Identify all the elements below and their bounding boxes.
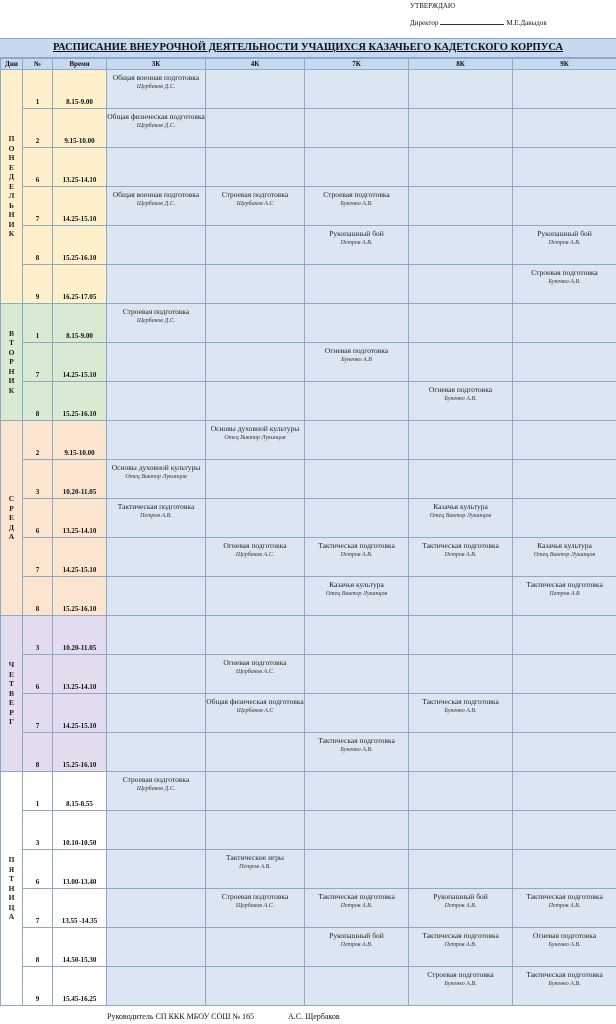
teacher-name: Буненко А.В. bbox=[340, 201, 373, 207]
schedule-cell bbox=[513, 538, 616, 577]
header-row bbox=[1, 59, 616, 70]
schedule-cell bbox=[513, 772, 616, 811]
schedule-cell bbox=[305, 850, 409, 889]
schedule-cell bbox=[305, 538, 409, 577]
schedule-cell bbox=[107, 967, 206, 1006]
teacher-name: Щербаков А.С bbox=[236, 201, 274, 207]
day-name: ЧЕТВЕРГ bbox=[8, 660, 15, 727]
schedule-cell bbox=[206, 694, 305, 733]
schedule-cell bbox=[206, 109, 305, 148]
schedule-cell bbox=[513, 850, 616, 889]
lesson-time: 10.10-10.50 bbox=[53, 811, 107, 850]
schedule-cell bbox=[409, 850, 513, 889]
teacher-name: Буненко А.В. bbox=[548, 279, 581, 285]
schedule-cell bbox=[107, 616, 206, 655]
teacher-name: Отец Виктор Лукинцов bbox=[224, 435, 286, 441]
schedule-row bbox=[1, 70, 616, 109]
schedule-row bbox=[1, 265, 616, 304]
lesson-number: 1 bbox=[23, 772, 53, 811]
schedule-cell bbox=[513, 616, 616, 655]
schedule-cell bbox=[409, 382, 513, 421]
teacher-name: Буненко А.В. bbox=[548, 981, 581, 987]
subject-name: Тактическая подготовка bbox=[422, 541, 499, 550]
page-title: РАСПИСАНИЕ ВНЕУРОЧНОЙ ДЕЯТЕЛЬНОСТИ УЧАЩИХСЯ КАЗАЧЬЕГО КАДЕТСКОГО КОРПУСА bbox=[0, 38, 616, 58]
schedule-cell bbox=[305, 109, 409, 148]
subject-name: Общая военная подготовка bbox=[112, 73, 200, 82]
schedule-cell bbox=[305, 616, 409, 655]
approval-name: М.Е.Давыдов bbox=[506, 19, 547, 27]
schedule-cell bbox=[206, 616, 305, 655]
schedule-cell bbox=[409, 499, 513, 538]
lesson-time: 14.25-15.10 bbox=[53, 538, 107, 577]
schedule-cell bbox=[107, 109, 206, 148]
schedule-cell bbox=[513, 928, 616, 967]
schedule-cell bbox=[305, 226, 409, 265]
lesson-number: 6 bbox=[23, 499, 53, 538]
schedule-row bbox=[1, 421, 616, 460]
subject-name: Огневая подготовка bbox=[532, 931, 597, 940]
schedule-cell bbox=[513, 148, 616, 187]
schedule-row bbox=[1, 148, 616, 187]
teacher-name: Щербаков А.С bbox=[236, 708, 274, 714]
teacher-name: Петров А.В. bbox=[444, 942, 477, 948]
schedule-cell bbox=[513, 343, 616, 382]
lesson-time: 13.25-14.10 bbox=[53, 499, 107, 538]
lesson-time: 9.15-10.00 bbox=[53, 421, 107, 460]
lesson-number: 2 bbox=[23, 421, 53, 460]
schedule-cell bbox=[206, 928, 305, 967]
header-class: 4К bbox=[206, 59, 305, 70]
lesson-time: 14.25-15.10 bbox=[53, 187, 107, 226]
day-name: СРЕДА bbox=[8, 494, 15, 542]
approval-position: Директор bbox=[410, 19, 439, 27]
approval-signature-line bbox=[410, 19, 547, 27]
subject-name: Общая физическая подготовка bbox=[107, 112, 205, 121]
teacher-name: Щербаков Д.С. bbox=[136, 318, 176, 324]
lesson-number: 8 bbox=[23, 382, 53, 421]
subject-name: Огневая подготовка bbox=[428, 385, 493, 394]
schedule-cell bbox=[107, 70, 206, 109]
subject-name: Строевая подготовка bbox=[221, 892, 289, 901]
schedule-cell bbox=[409, 460, 513, 499]
schedule-cell bbox=[409, 421, 513, 460]
schedule-row bbox=[1, 850, 616, 889]
lesson-number: 9 bbox=[23, 967, 53, 1006]
lesson-number: 8 bbox=[23, 226, 53, 265]
schedule-cell bbox=[305, 889, 409, 928]
teacher-name: Буненко А.В bbox=[341, 357, 372, 363]
lesson-number: 6 bbox=[23, 148, 53, 187]
lesson-time: 15.25-16.10 bbox=[53, 226, 107, 265]
day-label bbox=[1, 421, 23, 616]
lesson-number: 1 bbox=[23, 304, 53, 343]
subject-name: Рукопашный бой bbox=[433, 892, 488, 901]
teacher-name: Отец Виктор Лукинцов bbox=[533, 552, 596, 558]
schedule-cell bbox=[107, 889, 206, 928]
teacher-name: Щербаков А.С. bbox=[235, 903, 275, 909]
teacher-name: Буненко А.В. bbox=[340, 747, 373, 753]
signature-line bbox=[440, 24, 504, 25]
teacher-name: Буненко А.В. bbox=[444, 981, 477, 987]
schedule-row bbox=[1, 577, 616, 616]
lesson-number: 7 bbox=[23, 187, 53, 226]
footer bbox=[107, 1012, 340, 1021]
schedule-cell bbox=[107, 265, 206, 304]
schedule-cell bbox=[513, 811, 616, 850]
lesson-time: 8.15-8.55 bbox=[53, 772, 107, 811]
schedule-row bbox=[1, 499, 616, 538]
lesson-time: 15.45-16.25 bbox=[53, 967, 107, 1006]
subject-name: Строевая подготовка bbox=[122, 775, 190, 784]
schedule-cell bbox=[305, 811, 409, 850]
lesson-number: 2 bbox=[23, 109, 53, 148]
lesson-time: 13.25-14.10 bbox=[53, 655, 107, 694]
subject-name: Тактическая подготовка bbox=[526, 892, 603, 901]
schedule-cell bbox=[107, 577, 206, 616]
schedule-cell bbox=[206, 382, 305, 421]
schedule-cell bbox=[107, 148, 206, 187]
subject-name: Основы духовной культуры bbox=[111, 463, 201, 472]
lesson-number: 7 bbox=[23, 343, 53, 382]
header-class: 3К bbox=[107, 59, 206, 70]
schedule-cell bbox=[206, 70, 305, 109]
schedule-row bbox=[1, 226, 616, 265]
subject-name: Тактическая подготовка bbox=[318, 736, 395, 745]
schedule-cell bbox=[409, 538, 513, 577]
subject-name: Тактическая подготовка bbox=[422, 697, 499, 706]
header-num: № bbox=[23, 59, 53, 70]
schedule-cell bbox=[409, 772, 513, 811]
schedule-row bbox=[1, 304, 616, 343]
schedule-cell bbox=[107, 772, 206, 811]
schedule-cell bbox=[206, 148, 305, 187]
schedule-cell bbox=[305, 265, 409, 304]
teacher-name: Петров А.В. bbox=[140, 513, 172, 519]
schedule-cell bbox=[206, 265, 305, 304]
schedule-cell bbox=[409, 187, 513, 226]
schedule-cell bbox=[107, 304, 206, 343]
schedule-cell bbox=[107, 538, 206, 577]
schedule-cell bbox=[305, 304, 409, 343]
schedule-cell bbox=[305, 460, 409, 499]
schedule-cell bbox=[513, 967, 616, 1006]
schedule-cell bbox=[305, 148, 409, 187]
lesson-time: 16.25-17.05 bbox=[53, 265, 107, 304]
teacher-name: Петров А.В. bbox=[239, 864, 271, 870]
schedule-cell bbox=[206, 226, 305, 265]
subject-name: Тактическая подготовка bbox=[318, 892, 395, 901]
lesson-time: 15.25-16.10 bbox=[53, 382, 107, 421]
schedule-cell bbox=[206, 850, 305, 889]
subject-name: Тактическая подготовка bbox=[318, 541, 395, 550]
schedule-cell bbox=[206, 421, 305, 460]
schedule-row bbox=[1, 967, 616, 1006]
lesson-time: 14.50-15.30 bbox=[53, 928, 107, 967]
lesson-number: 6 bbox=[23, 655, 53, 694]
schedule-cell bbox=[513, 265, 616, 304]
schedule-cell bbox=[409, 694, 513, 733]
day-label bbox=[1, 304, 23, 421]
lesson-time: 8.15-9.00 bbox=[53, 70, 107, 109]
schedule-row bbox=[1, 109, 616, 148]
lesson-time: 8.15-9.00 bbox=[53, 304, 107, 343]
schedule-cell bbox=[409, 109, 513, 148]
schedule-cell bbox=[409, 265, 513, 304]
teacher-name: Петров А.В. bbox=[444, 552, 477, 558]
schedule-cell bbox=[409, 928, 513, 967]
lesson-time: 9.15-10.00 bbox=[53, 109, 107, 148]
schedule-cell bbox=[305, 187, 409, 226]
lesson-number: 6 bbox=[23, 850, 53, 889]
subject-name: Тактическая подготовка bbox=[422, 931, 499, 940]
schedule-row bbox=[1, 382, 616, 421]
subject-name: Строевая подготовка bbox=[531, 268, 598, 277]
teacher-name: Петров А.В. bbox=[444, 903, 477, 909]
subject-name: Огневая подготовка bbox=[223, 541, 287, 550]
schedule-cell bbox=[206, 304, 305, 343]
schedule-cell bbox=[305, 928, 409, 967]
day-label bbox=[1, 70, 23, 304]
schedule-cell bbox=[206, 889, 305, 928]
subject-name: Огневая подготовка bbox=[223, 658, 287, 667]
schedule-cell bbox=[107, 460, 206, 499]
schedule-row bbox=[1, 772, 616, 811]
lesson-number: 8 bbox=[23, 928, 53, 967]
schedule-cell bbox=[206, 538, 305, 577]
subject-name: Строевая подготовка bbox=[323, 190, 390, 199]
schedule-cell bbox=[513, 70, 616, 109]
schedule-cell bbox=[409, 304, 513, 343]
subject-name: Строевая подготовка bbox=[427, 970, 494, 979]
schedule-cell bbox=[513, 304, 616, 343]
schedule-cell bbox=[206, 655, 305, 694]
teacher-name: Щербаков А.С. bbox=[235, 669, 275, 675]
lesson-number: 8 bbox=[23, 577, 53, 616]
schedule-cell bbox=[513, 577, 616, 616]
lesson-number: 3 bbox=[23, 616, 53, 655]
schedule-cell bbox=[107, 733, 206, 772]
schedule-row bbox=[1, 889, 616, 928]
schedule-cell bbox=[409, 343, 513, 382]
teacher-name: Щербаков Д.С. bbox=[136, 201, 176, 207]
teacher-name: Щербаков А.С. bbox=[235, 552, 275, 558]
schedule-cell bbox=[513, 733, 616, 772]
schedule-cell bbox=[206, 772, 305, 811]
subject-name: Тактическая подготовка bbox=[117, 502, 195, 511]
schedule-cell bbox=[305, 382, 409, 421]
schedule-row bbox=[1, 343, 616, 382]
schedule-cell bbox=[305, 967, 409, 1006]
schedule-cell bbox=[206, 577, 305, 616]
schedule-cell bbox=[409, 655, 513, 694]
schedule-cell bbox=[107, 655, 206, 694]
header-day: Дни bbox=[1, 59, 23, 70]
subject-name: Тактические игры bbox=[226, 853, 284, 862]
schedule-cell bbox=[206, 733, 305, 772]
subject-name: Рукопашный бой bbox=[329, 931, 384, 940]
header-class: 9К bbox=[513, 59, 616, 70]
schedule-cell bbox=[305, 343, 409, 382]
schedule-cell bbox=[513, 499, 616, 538]
schedule-cell bbox=[305, 577, 409, 616]
schedule-cell bbox=[107, 382, 206, 421]
schedule-cell bbox=[305, 694, 409, 733]
schedule-cell bbox=[206, 499, 305, 538]
teacher-name: Буненко А.В. bbox=[444, 396, 477, 402]
lesson-number: 7 bbox=[23, 538, 53, 577]
schedule-cell bbox=[107, 850, 206, 889]
schedule-cell bbox=[305, 70, 409, 109]
schedule-cell bbox=[409, 967, 513, 1006]
lesson-time: 14.25-15.10 bbox=[53, 694, 107, 733]
lesson-time: 13.00-13.40 bbox=[53, 850, 107, 889]
schedule-cell bbox=[305, 499, 409, 538]
schedule-cell bbox=[206, 460, 305, 499]
schedule-row bbox=[1, 187, 616, 226]
teacher-name: Отец Виктор Лукинцов bbox=[125, 474, 187, 480]
schedule-cell bbox=[409, 811, 513, 850]
lesson-time: 13.25-14.10 bbox=[53, 148, 107, 187]
subject-name: Строевая подготовка bbox=[122, 307, 190, 316]
lesson-number: 3 bbox=[23, 811, 53, 850]
subject-name: Рукопашный бой bbox=[329, 229, 384, 238]
day-name: ПОНЕДЕЛЬНИК bbox=[8, 134, 15, 239]
schedule-cell bbox=[513, 109, 616, 148]
teacher-name: Щербаков Д.С. bbox=[136, 84, 176, 90]
schedule-cell bbox=[409, 70, 513, 109]
teacher-name: Петров А.В. bbox=[548, 240, 581, 246]
schedule-cell bbox=[107, 694, 206, 733]
schedule-cell bbox=[206, 187, 305, 226]
teacher-name: Буненко А.В. bbox=[444, 708, 477, 714]
lesson-time: 15.25-16.10 bbox=[53, 577, 107, 616]
schedule-row bbox=[1, 733, 616, 772]
subject-name: Строевая подготовка bbox=[221, 190, 289, 199]
teacher-name: Буненко А.В. bbox=[548, 942, 581, 948]
lesson-time: 10.20-11.05 bbox=[53, 616, 107, 655]
schedule-cell bbox=[409, 148, 513, 187]
schedule-row bbox=[1, 616, 616, 655]
teacher-name: Петров А.В bbox=[549, 591, 580, 597]
schedule-row bbox=[1, 694, 616, 733]
schedule-cell bbox=[107, 811, 206, 850]
teacher-name: Щербаков Д.С. bbox=[136, 786, 176, 792]
schedule-cell bbox=[305, 421, 409, 460]
schedule-cell bbox=[107, 343, 206, 382]
schedule-table bbox=[0, 58, 616, 1006]
schedule-cell bbox=[206, 343, 305, 382]
schedule-cell bbox=[206, 967, 305, 1006]
schedule-cell bbox=[513, 187, 616, 226]
schedule-cell bbox=[409, 616, 513, 655]
schedule-cell bbox=[513, 460, 616, 499]
footer-name: А.С. Щербаков bbox=[288, 1012, 340, 1021]
lesson-number: 8 bbox=[23, 733, 53, 772]
teacher-name: Петров А.В. bbox=[548, 903, 581, 909]
schedule-cell bbox=[513, 382, 616, 421]
schedule-cell bbox=[513, 226, 616, 265]
lesson-time: 15.25-16.10 bbox=[53, 733, 107, 772]
schedule-cell bbox=[206, 811, 305, 850]
subject-name: Казачья культура bbox=[433, 502, 488, 511]
approval-label: УТВЕРЖДАЮ bbox=[410, 2, 456, 10]
subject-name: Основы духовной культуры bbox=[210, 424, 300, 433]
schedule-cell bbox=[305, 655, 409, 694]
schedule-cell bbox=[107, 187, 206, 226]
subject-name: Общая военная подготовка bbox=[112, 190, 200, 199]
lesson-number: 1 bbox=[23, 70, 53, 109]
subject-name: Общая физическая подготовка bbox=[206, 697, 304, 706]
schedule-row bbox=[1, 655, 616, 694]
day-name: ПЯТНИЦА bbox=[8, 855, 15, 922]
subject-name: Тактическая подготовка bbox=[526, 970, 603, 979]
lesson-number: 3 bbox=[23, 460, 53, 499]
lesson-number: 7 bbox=[23, 889, 53, 928]
footer-role: Руководитель СП ККК МБОУ СОШ № 165 bbox=[107, 1012, 255, 1021]
teacher-name: Отец Виктор Лукинцов bbox=[325, 591, 388, 597]
schedule-row bbox=[1, 538, 616, 577]
approval-block bbox=[408, 0, 614, 36]
schedule-cell bbox=[409, 733, 513, 772]
lesson-number: 9 bbox=[23, 265, 53, 304]
schedule-cell bbox=[513, 694, 616, 733]
schedule-cell bbox=[107, 421, 206, 460]
teacher-name: Петров А.В. bbox=[340, 552, 373, 558]
subject-name: Огневая подготовка bbox=[324, 346, 389, 355]
schedule-row bbox=[1, 460, 616, 499]
header-class: 8К bbox=[409, 59, 513, 70]
schedule-cell bbox=[409, 577, 513, 616]
schedule-cell bbox=[513, 421, 616, 460]
schedule-cell bbox=[107, 499, 206, 538]
teacher-name: Отец Виктор Лукинцов bbox=[429, 513, 492, 519]
schedule-row bbox=[1, 928, 616, 967]
lesson-number: 7 bbox=[23, 694, 53, 733]
schedule-cell bbox=[107, 928, 206, 967]
teacher-name: Петров А.В. bbox=[340, 240, 373, 246]
header-time: Время bbox=[53, 59, 107, 70]
subject-name: Казачья культура bbox=[537, 541, 592, 550]
lesson-time: 10.20-11.05 bbox=[53, 460, 107, 499]
schedule-row bbox=[1, 811, 616, 850]
schedule-cell bbox=[107, 226, 206, 265]
schedule-cell bbox=[409, 889, 513, 928]
subject-name: Казачья культура bbox=[329, 580, 384, 589]
schedule-cell bbox=[305, 733, 409, 772]
teacher-name: Петров А.В. bbox=[340, 942, 373, 948]
schedule-cell bbox=[513, 655, 616, 694]
day-name: ВТОРНИК bbox=[8, 328, 15, 395]
teacher-name: Щербаков Д.С. bbox=[136, 123, 176, 129]
day-label bbox=[1, 772, 23, 1006]
lesson-time: 13.55 -14.35 bbox=[53, 889, 107, 928]
subject-name: Тактическая подготовка bbox=[526, 580, 603, 589]
header-class: 7К bbox=[305, 59, 409, 70]
subject-name: Рукопашный бой bbox=[537, 229, 592, 238]
schedule-cell bbox=[513, 889, 616, 928]
day-label bbox=[1, 616, 23, 772]
schedule-cell bbox=[409, 226, 513, 265]
lesson-time: 14.25-15.10 bbox=[53, 343, 107, 382]
teacher-name: Петров А.В. bbox=[340, 903, 373, 909]
schedule-cell bbox=[305, 772, 409, 811]
